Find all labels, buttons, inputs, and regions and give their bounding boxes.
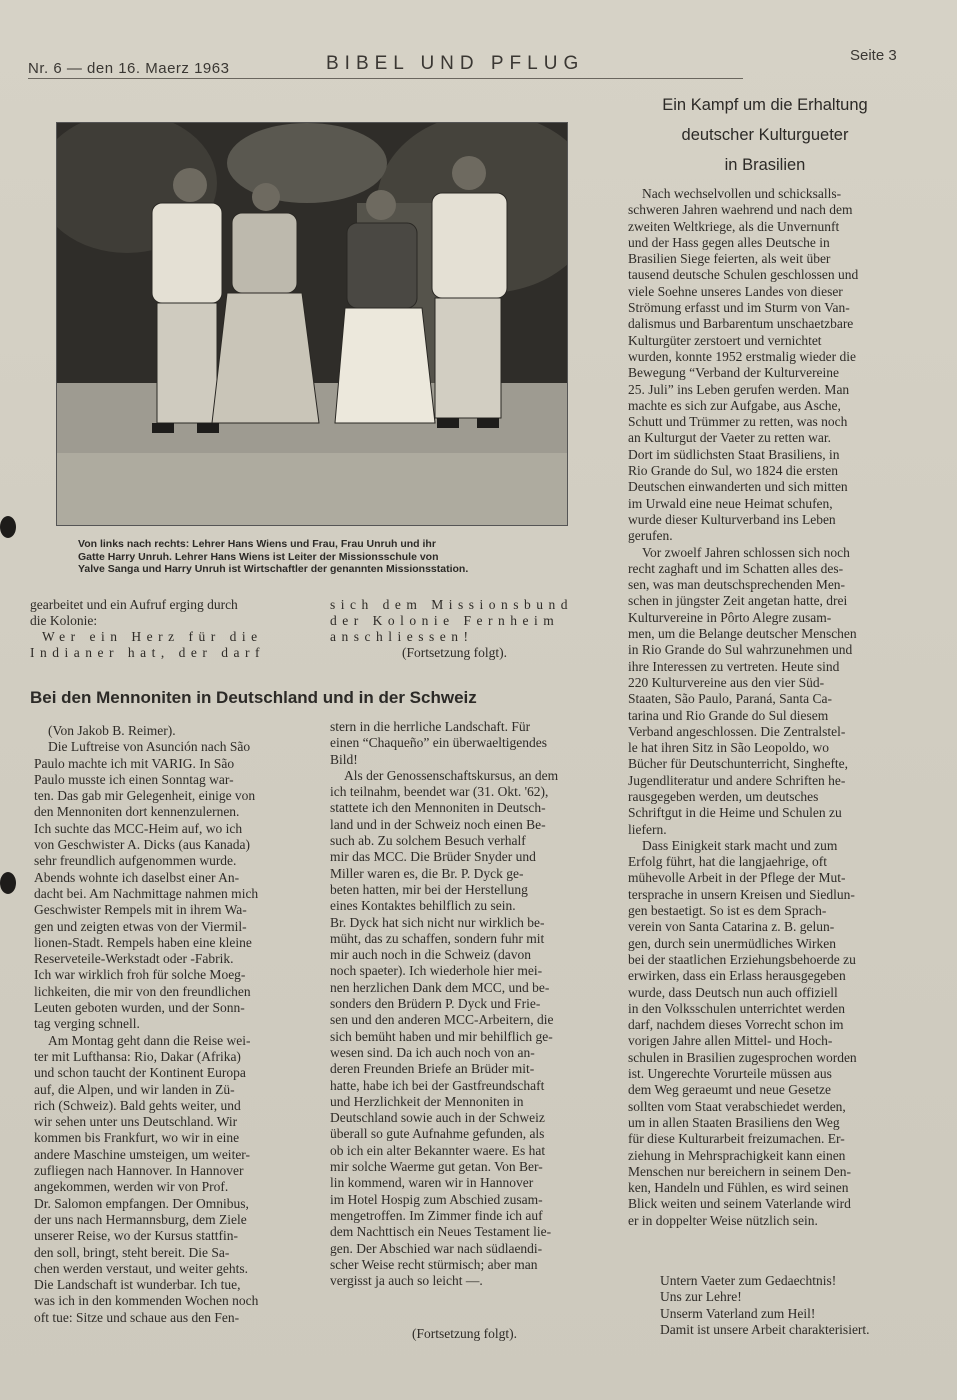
continued-right (330, 597, 616, 661)
text-line: im Hotel Hospig zum Abschied zusam- (330, 1191, 543, 1207)
mennoniten-title: Bei den Mennoniten in Deutschland und in der Schweiz (30, 688, 477, 707)
text-line: zweiten Weltkriege, als die Unvernunft (628, 218, 840, 234)
text-line: hatte, habe ich bei der Gastfreundschaft (330, 1077, 545, 1093)
text-line: den Mennoniten dort kennenzulernen. (34, 804, 240, 820)
text-line: schweren Jahren waehrend und nach dem (628, 202, 853, 218)
text-line: deren Freunden Briefe an Brüder mit- (330, 1061, 535, 1077)
text-line: lin kommend, waren wir in Hannover (330, 1175, 534, 1191)
text-line: Br. Dyck hat sich nicht nur wirklich be- (330, 914, 545, 930)
text-line: Unserm Vaterland zum Heil! (660, 1305, 816, 1321)
kampf-body (628, 186, 912, 1229)
text-line: tersprache in unsern Kreisen und Siedlun- (628, 886, 855, 902)
text-line: unserer Reise, wo der Kursus stattfin- (34, 1228, 238, 1244)
text-line: Paulo machte ich mit VARIG. In São (34, 755, 235, 771)
text-line: Ich war wirklich froh für solche Moeg- (34, 967, 246, 983)
text-line: rich (Schweiz). Bald gehts weiter, und (34, 1097, 241, 1113)
text-line: Deutschen einwanderten und sich mitten (628, 479, 848, 495)
text-line: recht zaghaft und im Schatten alles des- (628, 560, 844, 576)
text-line: mir auch noch in die Schweiz (davon (330, 947, 531, 963)
text-line: Brasilien Siege feierten, als weit über (628, 251, 831, 267)
text-line: bei der staatlichen Erziehungsbehoerde zu (628, 951, 856, 967)
text-line: kommen bis Frankfurt, wo wir in eine (34, 1130, 240, 1146)
text-line: und schon taucht der Kontinent Europa (34, 1065, 246, 1081)
text-line: Dass Einigkeit stark macht und zum (642, 837, 838, 853)
text-line: im Urwald eine neue Heimat schufen, (628, 495, 833, 511)
text-line: wesen sind. Da ich auch noch von an- (330, 1044, 535, 1060)
text-line: tag verging schnell. (34, 1016, 140, 1032)
text-line: dem Weg geraeumt und neue Gesetze (628, 1082, 831, 1098)
text-line: Ich suchte das MCC-Heim auf, wo ich (34, 820, 243, 836)
text-line: rausgegeben werden, um deutsches (628, 788, 819, 804)
text-line: in Rio Grande do Sul wahrzunehmen und (628, 642, 853, 658)
mennoniten-column-2 (330, 719, 622, 1289)
kampf-title (620, 90, 910, 180)
text-line: gearbeitet und ein Aufruf erging durch (30, 597, 238, 612)
kampf-title-line: deutscher Kulturgueter (681, 126, 849, 144)
text-line: Verband angeschlossen. Die Zentralstel- (628, 723, 846, 739)
text-line: um in allen Staaten Brasiliens den Weg (628, 1114, 840, 1130)
text-line: gen und zeigten etwas von der Viermil- (34, 918, 247, 934)
text-line: schulen in Brasilien zugesprochen worden (628, 1049, 857, 1065)
text-line: angekommen, werden wir von Prof. (34, 1179, 229, 1195)
text-line: liefern. (628, 821, 667, 837)
photo-caption (78, 538, 568, 576)
text-line: an Kulturgut der Vaeter zu retten war. (628, 430, 832, 446)
text-line: ich teilnahm, beendet war (31. Okt. '62), (330, 784, 549, 800)
text-line: eines Kontaktes behilflich zu sein. (330, 898, 516, 914)
text-line: gen. Der Abschied war nach südlaendi- (330, 1240, 543, 1256)
text-line: dalismus und Barbarentum unschaetzbare (628, 316, 854, 332)
text-line: darf, nachdem dieses Vorrecht schon im (628, 1017, 844, 1033)
text-line: Dort im südlichsten Staat Brasiliens, in (628, 446, 840, 462)
text-line: von Geschwister A. Dicks (aus Kanada) (34, 837, 250, 853)
text-line: erwirken, dass ein Erlass herausgegeben (628, 968, 846, 984)
text-line: Kulturvereine in Pôrto Alegre zusam- (628, 609, 832, 625)
text-line: land und in der Schweiz noch einen Be- (330, 816, 546, 832)
text-line: Am Montag geht dann die Reise wei- (48, 1032, 251, 1048)
masthead: BIBEL UND PFLUG (326, 53, 585, 74)
kampf-motto (660, 1273, 940, 1338)
text-line: Damit ist unsere Arbeit charakterisiert. (660, 1321, 870, 1337)
text-line: und Herzlichkeit der Mennoniten in (330, 1093, 524, 1109)
text-line: Untern Vaeter zum Gedaechtnis! (660, 1273, 837, 1288)
text-line: was ich in den kommenden Wochen noch (34, 1293, 259, 1309)
text-line: stern in die herrliche Landschaft. Für (330, 719, 531, 734)
text-line: Wer ein Herz für die (42, 629, 263, 644)
text-line: müht, das zu schaffen, sondern fuhr mit (330, 930, 545, 946)
text-line: le hat ihren Sitz in São Leopoldo, wo (628, 740, 829, 756)
text-line: Schriftgut in die Heime und Schulen zu (628, 805, 842, 821)
text-line: anschliessen! (330, 629, 474, 644)
text-line: Indianer hat, der darf (30, 645, 265, 660)
text-line: 220 Kulturvereine aus den vier Süd- (628, 674, 825, 690)
text-line: der uns nach Hermannsburg, dem Ziele (34, 1211, 247, 1227)
text-line: dacht bei. Am Nachmittage nahmen mich (34, 885, 259, 901)
text-line: Abends wohnte ich daselbst einer An- (34, 869, 240, 885)
text-line: Staaten, São Paulo, Paraná, Santa Ca- (628, 691, 832, 707)
text-line: Bewegung “Verband der Kulturvereine (628, 365, 840, 381)
text-line: dem Nachttisch ein Neues Testament lie- (330, 1224, 552, 1240)
text-line: ob ich ein alter Bekannter waere. Es hat (330, 1142, 546, 1158)
text-line: zufliegen nach Hannover. In Hannover (34, 1163, 244, 1179)
text-line: den soll, bringt, steht bereit. Die Sa- (34, 1244, 230, 1260)
text-line: Erfolg führt, hat die langjaehrige, oft (628, 854, 828, 870)
text-line: tarina und Rio Grande do Sul diesem (628, 707, 829, 723)
text-line: wurde, dass Deutsch nun auch offiziell (628, 984, 838, 1000)
text-line: mengetroffen. Im Zimmer finde ich auf (330, 1207, 543, 1223)
text-line: Nach wechselvollen und schicksalls- (642, 186, 842, 201)
text-line: der Kolonie Fernheim (330, 613, 560, 628)
text-line: Reserveteile-Werkstadt oder -Fabrik. (34, 951, 234, 967)
text-line: mühevolle Arbeit in der Pflege der Mut- (628, 870, 846, 886)
text-line: sonders den Brüdern P. Dyck und Frie- (330, 996, 541, 1012)
text-line: sen, was man deutschsprechenden Men- (628, 577, 846, 593)
caption-line: Von links nach rechts: Lehrer Hans Wiens und Frau, Frau Unruh und ihr (78, 538, 436, 550)
text-line: einen “Chaqueño” ein überwaeltigendes (330, 735, 548, 751)
text-line: und der Hass gegen alles Deutsche in (628, 234, 830, 250)
text-line: Strömung erfasst und im Sturm von Van- (628, 300, 850, 316)
text-line: Jugendliteratur und andere Schriften he- (628, 772, 846, 788)
text-line: Bücher für Deutschunterricht, Singhefte, (628, 756, 849, 772)
text-line: stattete ich den Mennoniten in Deutsch- (330, 800, 546, 816)
text-line: wurden, konnte 1952 erstmalig wieder die (628, 348, 856, 364)
kampf-title-line: in Brasilien (724, 156, 806, 174)
page-number: Seite 3 (850, 47, 897, 64)
punch-hole (0, 872, 16, 894)
text-line: gerufen. (628, 528, 673, 544)
text-line: Paulo musste ich einen Sonntag war- (34, 771, 234, 787)
caption-line: Gatte Harry Unruh. Lehrer Hans Wiens ist Leiter der Missionsschule von (78, 550, 439, 563)
text-line: ten. Das gab mir Gelegenheit, einige von (34, 788, 256, 804)
text-line: lionen-Stadt. Rempels haben eine kleine (34, 934, 252, 950)
text-line: auf, die Alpen, und wir landen in Zü- (34, 1081, 235, 1097)
text-line: machte es sich zur Aufgabe, aus Asche, (628, 397, 841, 413)
text-line: schen in jüngster Zeit angetan hatte, drei (628, 593, 848, 609)
text-line: verein von Santa Catarina z. B. gelun- (628, 919, 835, 935)
text-line: lichkeiten, die mir von den freundlichen (34, 983, 251, 999)
text-line: gen bestaetigt. So ist es dem Sprach- (628, 903, 827, 919)
punch-hole (0, 516, 16, 538)
text-line: vorigen Jahre allen Mittel- und Hoch- (628, 1033, 833, 1049)
text-line: vergisst ja auch so leicht —. (330, 1273, 483, 1289)
kampf-title-line: Ein Kampf um die Erhaltung (662, 96, 868, 114)
text-line: Miller waren es, die Br. P. Dyck ge- (330, 865, 524, 881)
text-line: Die Landschaft ist wunderbar. Ich tue, (34, 1277, 241, 1293)
text-line: sich bemüht haben und mir behilflich ge- (330, 1028, 553, 1044)
mennoniten-column-1 (34, 723, 316, 1326)
text-line: beten hatten, mir bei der Herstellung (330, 881, 528, 897)
issue-line: Nr. 6 — den 16. Maerz 1963 (28, 60, 230, 77)
text-line: Vor zwoelf Jahren schlossen sich noch (642, 544, 850, 560)
continued-note: (Fortsetzung folgt). (402, 645, 507, 660)
text-line: Blick weiten und seinem Vaterlande wird (628, 1196, 851, 1212)
text-line: mir das MCC. Die Brüder Snyder und (330, 849, 536, 865)
group-photo (56, 122, 568, 526)
text-line: in den Volksschulen unterrichtet werden (628, 1000, 845, 1016)
text-line: Die Luftreise von Asunción nach São (48, 739, 251, 755)
text-line: Schutt und Trümmer zu retten, was noch (628, 414, 848, 430)
text-line: wurde dieser Kulturverband ins Leben (628, 511, 836, 527)
text-line: nen herzlichen Dank dem MCC, und be- (330, 979, 550, 995)
text-line: scher Weise recht stürmisch; aber man (330, 1256, 538, 1272)
text-line: ken, Handeln und Fühlen, es wird seinen (628, 1180, 849, 1196)
text-line: Rio Grande do Sul, wo 1824 die ersten (628, 463, 838, 479)
text-line: noch spaeter). Ich wiederhole hier mei- (330, 963, 543, 979)
text-line: 25. Juli” ins Leben gerufen werden. Man (628, 381, 850, 397)
text-line: Menschen nur bereichern in seinem Den- (628, 1163, 852, 1179)
text-line: ist. Ungerechte Vorurteile müssen aus (628, 1066, 832, 1082)
text-line: sehr freundlich aufgenommen wurde. (34, 853, 237, 869)
text-line: Deutschland sowie auch in der Schweiz (330, 1110, 545, 1126)
text-line: Geschwister Rempels mit in ihrem Wa- (34, 902, 247, 918)
text-line: ziehung in Mehrsprachigkeit kann einen (628, 1147, 846, 1163)
text-line: sollten vom Staat verabschiedet werden, (628, 1098, 846, 1114)
continued-left (30, 597, 316, 661)
text-line: Dr. Salomon empfangen. Der Omnibus, (34, 1195, 249, 1211)
caption-line: Yalve Sanga und Harry Unruh ist Wirtschaftler der genannten Missionsstation. (78, 563, 469, 575)
text-line: oft tue: Sitze und schaue aus den Fen- (34, 1309, 240, 1325)
text-line: er in doppelter Weise nützlich sein. (628, 1212, 818, 1228)
text-line: andere Maschine umsteigen, um weiter- (34, 1146, 251, 1162)
text-line: such ab. Zu solchem Besuch verhalf (330, 833, 526, 849)
text-line: Kulturgüter zerstoert und vernichtet (628, 332, 822, 348)
text-line: Leuten geboten wurden, und der Sonn- (34, 1000, 245, 1016)
text-line: sen und den anderen MCC-Arbeitern, die (330, 1012, 554, 1028)
text-line: Als der Genossenschaftskursus, an dem (344, 767, 559, 783)
text-line: Uns zur Lehre! (660, 1289, 742, 1305)
text-line: men, um die Belange deutscher Menschen (628, 626, 857, 642)
text-line: sich dem Missionsbund (330, 597, 574, 612)
text-line: ihre Interessen zu vertreten. Heute sind (628, 658, 840, 674)
text-line: chen werden verstaut, und weiter gehts. (34, 1260, 249, 1276)
header-rule (28, 78, 743, 79)
text-line: Bild! (330, 751, 358, 767)
text-line: viele Soehne unseres Landes von dieser (628, 283, 843, 299)
text-line: gen, durch sein unermüdliches Wirken (628, 935, 837, 951)
text-line: tausend deutsche Schulen geschlossen und (628, 267, 859, 283)
text-line: die Kolonie: (30, 613, 98, 628)
text-line: mir solche Waerme gut getan. Von Ber- (330, 1159, 543, 1175)
text-line: (Von Jakob B. Reimer). (48, 723, 176, 738)
text-line: wir sehen unter uns Deutschland. Wir (34, 1114, 238, 1130)
text-line: überall so gute Aufnahme gefunden, als (330, 1126, 545, 1142)
mennoniten-continued: (Fortsetzung folgt). (412, 1326, 517, 1341)
text-line: ter mit Lufthansa: Rio, Dakar (Afrika) (34, 1048, 241, 1064)
text-line: für diese Kulturarbeit freizumachen. Er- (628, 1131, 845, 1147)
